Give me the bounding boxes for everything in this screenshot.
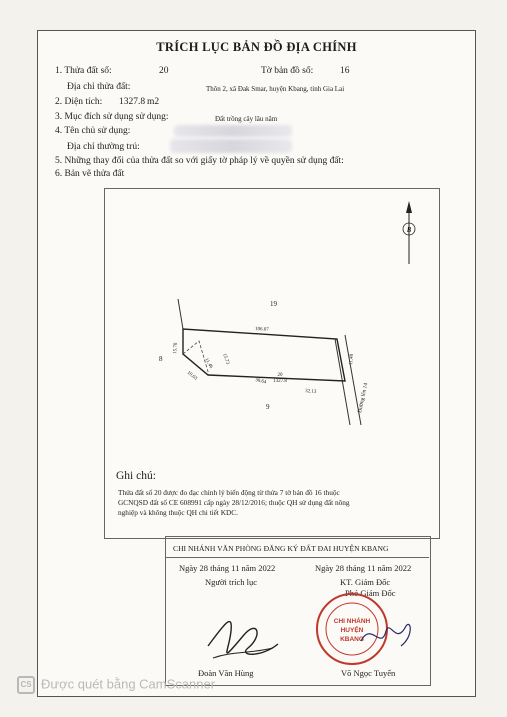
kt-director: KT. Giám Đốc: [340, 577, 391, 587]
area-unit: m2: [147, 97, 160, 107]
parcel-19-label: 19: [270, 300, 277, 308]
edge-length-right: 11.48: [349, 353, 355, 366]
parcel-20-number: 20: [277, 373, 283, 378]
area-value: 1327.8: [119, 97, 146, 107]
preparer-signature: [203, 596, 283, 676]
parcel-9-label: 9: [266, 403, 270, 411]
svg-text:KBANG: KBANG: [340, 636, 364, 643]
road-label: Đường lên 14: [357, 382, 370, 414]
changes-label: 5. Những thay đổi của thửa đất so với giấy tờ pháp lý về quyền sử dụng đất:: [55, 156, 344, 166]
residence-redacted: [170, 139, 292, 153]
office-divider: [165, 557, 429, 558]
owner-label: 4. Tên chủ sử dụng:: [55, 126, 131, 136]
notes-text: Thửa đất số 20 được đo đạc chỉnh lý biến động từ thửa 7 tờ bản đồ 16 thuộc GCNQSD đất số CE 608991 cấp ngày 28/12/2016; thuộc QH sử dụng đất nông nghiệp và không thuộc QH chi tiết KDC.: [118, 488, 350, 517]
parcel-20-area: 1327.8: [273, 379, 287, 384]
preparer-label: Người trích lục: [205, 577, 258, 587]
edge-length-inner: 11.46: [203, 357, 214, 370]
address-value: Thôn 2, xã Đak Smar, huyện Kbang, tỉnh Gia Lai: [206, 85, 345, 93]
watermark-text: Được quét bằng CamScanner: [41, 676, 216, 692]
office-name: CHI NHÁNH VĂN PHÒNG ĐĂNG KÝ ĐẤT ĐAI HUYỆN KBANG: [173, 544, 389, 553]
notes-heading: Ghi chú:: [116, 470, 156, 482]
edge-length-sw: 10.63: [185, 370, 198, 382]
director-signature: [356, 611, 416, 661]
area-label: 2. Diện tích:: [55, 97, 103, 107]
north-arrow-icon: [403, 201, 415, 264]
svg-text:CHI NHÁNH: CHI NHÁNH: [333, 618, 371, 625]
svg-text:HUYỆN: HUYỆN: [340, 627, 364, 634]
address-label: Địa chỉ thửa đất:: [67, 82, 131, 92]
parcel-label: 1. Thửa đất số:: [55, 66, 112, 76]
date-right: Ngày 28 tháng 11 năm 2022: [315, 563, 412, 573]
owner-redacted: [174, 125, 292, 137]
parcel-map: [104, 188, 440, 539]
document-page: [37, 30, 476, 697]
sheet-number: 16: [340, 66, 350, 76]
edge-length-left: 15.78: [173, 342, 179, 355]
camscanner-watermark: [17, 676, 215, 694]
north-label: B: [406, 226, 412, 234]
parcel-drawing: [105, 189, 439, 538]
drawing-label: 6. Bản vẽ thửa đất: [55, 169, 125, 179]
document-title: TRÍCH LỤC BẢN ĐỒ ĐỊA CHÍNH: [156, 40, 357, 54]
purpose-value: Đất trồng cây lâu năm: [215, 115, 278, 123]
parcel-20-boundary: [183, 329, 345, 381]
director-name: Võ Ngọc Tuyến: [341, 668, 396, 678]
edge-length-top: 106.07: [254, 327, 269, 333]
purpose-label: 3. Mục đích sử dụng sử dụng:: [55, 112, 169, 122]
preparer-name: Đoàn Văn Hùng: [198, 668, 254, 678]
residence-label: Địa chỉ thường trú:: [67, 142, 140, 152]
boundary-left: [178, 299, 183, 354]
parcel-number: 20: [159, 66, 169, 76]
parcel-8-label: 8: [159, 355, 163, 363]
deputy-director: Phó Giám Đốc: [345, 588, 396, 598]
date-left: Ngày 28 tháng 11 năm 2022: [179, 563, 276, 573]
edge-length-bottom: 38.64: [254, 378, 267, 386]
sheet-label: Tờ bản đồ số:: [261, 66, 314, 76]
edge-length-bottom-2: 32.13: [304, 389, 317, 395]
camscanner-logo-icon: CS: [17, 676, 35, 694]
edge-length-inner-2: 15.73: [221, 352, 230, 366]
